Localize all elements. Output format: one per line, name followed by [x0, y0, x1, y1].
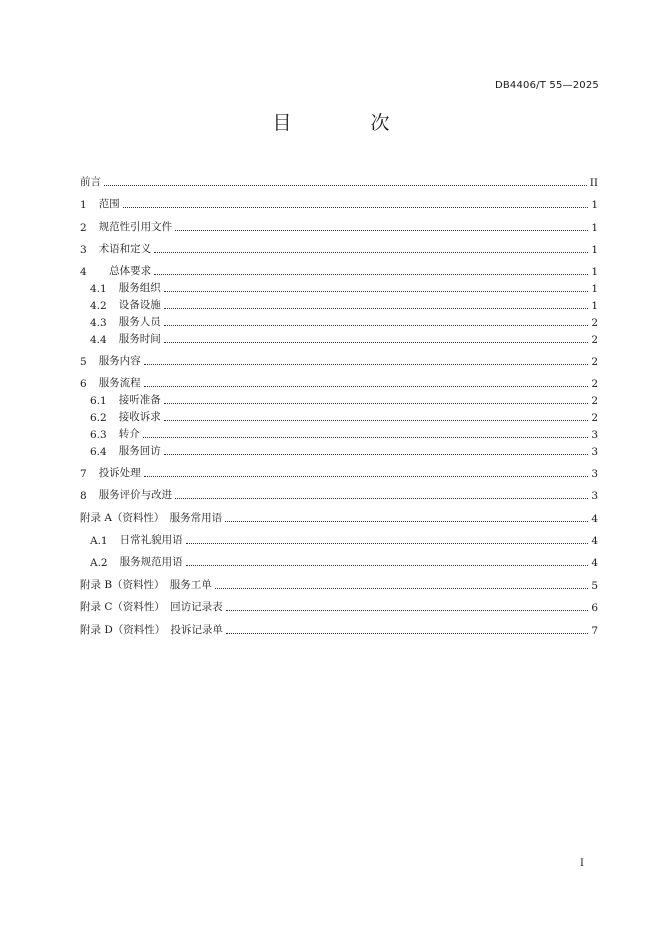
document-code: DB4406/T 55—2025: [494, 80, 599, 91]
toc-leader-dots: [175, 498, 588, 499]
page-number: I: [580, 858, 584, 869]
toc-entry-number: 6.3: [90, 428, 107, 441]
toc-leader-dots: [215, 588, 589, 589]
toc-entry-page: 3: [591, 445, 598, 458]
toc-entry-number: 4.1: [90, 283, 107, 296]
toc-leader-dots: [144, 386, 589, 387]
toc-entry-page: 4: [591, 557, 598, 570]
toc-entry-page: 2: [591, 355, 598, 368]
toc-entry-page: 5: [591, 579, 598, 592]
toc-entry-page: 2: [591, 411, 598, 424]
toc-leader-dots: [186, 565, 589, 566]
toc-entry[interactable]: [80, 486, 598, 503]
toc-leader-dots: [164, 342, 589, 343]
toc-entry-label: 接听准备: [118, 394, 161, 407]
toc-entry-page: 1: [591, 283, 598, 296]
toc-entry-number: 8: [80, 490, 87, 503]
toc-entry[interactable]: [80, 194, 598, 211]
toc-entry-number: 3: [80, 243, 87, 256]
toc-entry[interactable]: [80, 407, 598, 424]
table-of-contents: [80, 172, 598, 637]
toc-entry-number: 7: [80, 467, 87, 480]
toc-leader-dots: [164, 420, 589, 421]
toc-entry[interactable]: [80, 295, 598, 312]
toc-entry-label: 服务规范用语: [119, 556, 183, 569]
toc-entry-label: 附录 B（资料性） 服务工单: [80, 578, 212, 591]
toc-entry-label: 附录 D（资料性） 投诉记录单: [80, 623, 224, 636]
toc-entry-page: 7: [591, 624, 598, 637]
toc-entry-label: 接收诉求: [118, 410, 161, 423]
toc-entry-page: 2: [591, 316, 598, 329]
toc-entry-label: 服务评价与改进: [98, 489, 173, 502]
toc-leader-dots: [104, 185, 587, 186]
toc-entry[interactable]: [80, 530, 598, 547]
toc-leader-dots: [143, 437, 589, 438]
toc-entry[interactable]: [80, 508, 598, 525]
page-title: 目 次: [272, 112, 420, 134]
toc-entry-page: 1: [591, 221, 598, 234]
toc-entry-label: 投诉处理: [98, 466, 141, 479]
toc-entry[interactable]: [80, 312, 598, 329]
toc-entry-label: 总体要求: [98, 265, 152, 278]
toc-entry-page: 2: [591, 378, 598, 391]
toc-entry-page: 2: [591, 333, 598, 346]
toc-entry-label: 术语和定义: [98, 242, 152, 255]
toc-entry-label: 转介: [118, 427, 140, 440]
toc-entry[interactable]: [80, 441, 598, 458]
toc-entry[interactable]: [80, 217, 598, 234]
toc-entry-label: 附录 C（资料性） 回访记录表: [80, 601, 223, 614]
toc-entry-label: 规范性引用文件: [98, 220, 173, 233]
toc-entry[interactable]: [80, 575, 598, 592]
toc-entry-label: 范围: [98, 198, 120, 211]
toc-entry-label: 服务流程: [98, 377, 141, 390]
toc-leader-dots: [164, 291, 589, 292]
toc-entry-page: 3: [591, 428, 598, 441]
toc-entry-label: 服务组织: [118, 282, 161, 295]
toc-entry-page: II: [589, 176, 598, 189]
toc-entry-number: 6.4: [90, 445, 107, 458]
toc-entry-page: 1: [591, 299, 598, 312]
toc-leader-dots: [164, 403, 589, 404]
toc-leader-dots: [144, 364, 589, 365]
toc-entry-number: 6: [80, 378, 87, 391]
toc-entry-page: 3: [591, 467, 598, 480]
toc-entry-number: 4.4: [90, 333, 107, 346]
toc-entry-number: 1: [80, 199, 87, 212]
toc-entry-page: 3: [591, 490, 598, 503]
toc-entry-number: 4.3: [90, 316, 107, 329]
toc-entry[interactable]: [80, 351, 598, 368]
toc-entry-page: 1: [591, 199, 598, 212]
toc-entry-label: 前言: [80, 175, 101, 188]
toc-entry-page: 4: [591, 535, 598, 548]
toc-entry[interactable]: [80, 620, 598, 637]
toc-entry-page: 1: [591, 243, 598, 256]
toc-entry-page: 1: [591, 266, 598, 279]
toc-entry-page: 4: [591, 512, 598, 525]
toc-leader-dots: [225, 521, 588, 522]
toc-entry[interactable]: [80, 597, 598, 614]
toc-entry-page: 6: [591, 602, 598, 615]
toc-leader-dots: [186, 543, 589, 544]
toc-entry-label: 服务内容: [98, 354, 141, 367]
toc-leader-dots: [164, 454, 589, 455]
toc-leader-dots: [226, 610, 589, 611]
toc-entry-label: 服务回访: [118, 444, 161, 457]
toc-entry-label: 服务人员: [118, 315, 161, 328]
toc-leader-dots: [123, 207, 589, 208]
toc-entry-number: 5: [80, 355, 87, 368]
toc-entry-number: A.1: [90, 535, 108, 548]
toc-entry[interactable]: [80, 278, 598, 295]
toc-entry-page: 2: [591, 395, 598, 408]
toc-entry-label: 设备设施: [118, 298, 161, 311]
toc-leader-dots: [164, 325, 589, 326]
toc-entry-number: 4.2: [90, 299, 107, 312]
toc-entry-label: 附录 A（资料性） 服务常用语: [80, 511, 223, 524]
toc-entry[interactable]: [80, 424, 598, 441]
toc-entry[interactable]: [80, 172, 598, 189]
toc-entry[interactable]: [80, 553, 598, 570]
toc-entry-number: A.2: [90, 557, 108, 570]
toc-leader-dots: [175, 230, 588, 231]
toc-leader-dots: [154, 252, 588, 253]
toc-entry-number: 4: [80, 266, 87, 279]
toc-leader-dots: [154, 274, 588, 275]
toc-leader-dots: [144, 476, 589, 477]
toc-entry-label: 日常礼貌用语: [119, 534, 183, 547]
toc-entry-number: 6.1: [90, 395, 107, 408]
toc-leader-dots: [226, 633, 588, 634]
toc-entry-number: 2: [80, 221, 87, 234]
toc-entry-label: 服务时间: [118, 332, 161, 345]
toc-entry[interactable]: [80, 239, 598, 256]
toc-entry[interactable]: [80, 374, 598, 391]
toc-entry[interactable]: [80, 262, 598, 279]
toc-entry[interactable]: [80, 463, 598, 480]
toc-entry[interactable]: [80, 329, 598, 346]
toc-entry[interactable]: [80, 390, 598, 407]
toc-entry-number: 6.2: [90, 411, 107, 424]
toc-leader-dots: [164, 308, 589, 309]
